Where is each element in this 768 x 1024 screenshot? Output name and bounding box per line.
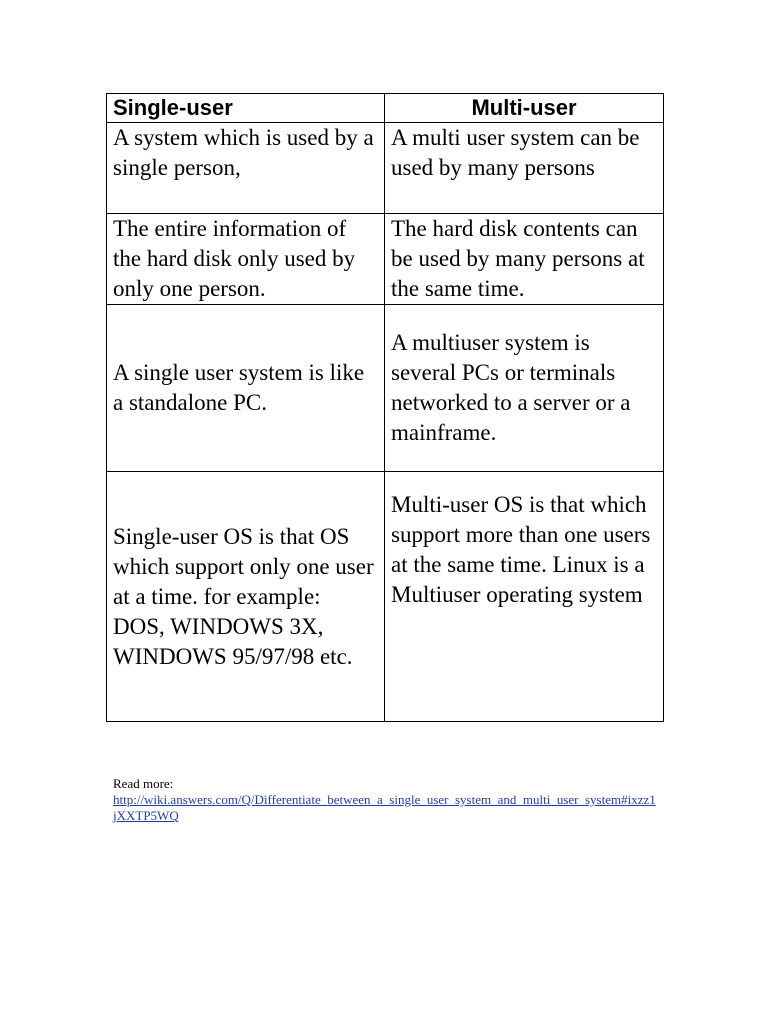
table-row	[107, 472, 664, 722]
header-single-user: Single-user	[107, 94, 385, 123]
read-more-label: Read more:	[113, 776, 174, 791]
cell-single-user: The entire information of the hard disk only used by only one person.	[107, 214, 385, 305]
header-multi-user: Multi-user	[385, 94, 664, 123]
cell-single-user: Single-user OS is that OS which support only one user at a time. for example: DOS, WINDOWS 3X, WINDOWS 95/97/98 etc.	[107, 472, 385, 722]
source-link[interactable]: http://wiki.answers.com/Q/Differentiate_between_a_single_user_system_and_multi_user_system#ixzz1jXXTP5WQ	[113, 792, 656, 823]
cell-multi-user: The hard disk contents can be used by many persons at the same time.	[385, 214, 664, 305]
table-row	[107, 305, 664, 472]
cell-multi-user: A multi user system can be used by many persons	[385, 123, 664, 214]
cell-multi-user: Multi-user OS is that which support more than one users at the same time. Linux is a Multiuser operating system	[385, 472, 664, 722]
cell-single-user: A single user system is like a standalone PC.	[107, 305, 385, 472]
cell-multi-user: A multiuser system is several PCs or terminals networked to a server or a mainframe.	[385, 305, 664, 472]
table-row	[107, 123, 664, 214]
cell-single-user: A system which is used by a single person,	[107, 123, 385, 214]
table-row	[107, 214, 664, 305]
read-more-block	[113, 776, 673, 824]
comparison-table	[106, 93, 664, 722]
table-header-row	[107, 94, 664, 123]
